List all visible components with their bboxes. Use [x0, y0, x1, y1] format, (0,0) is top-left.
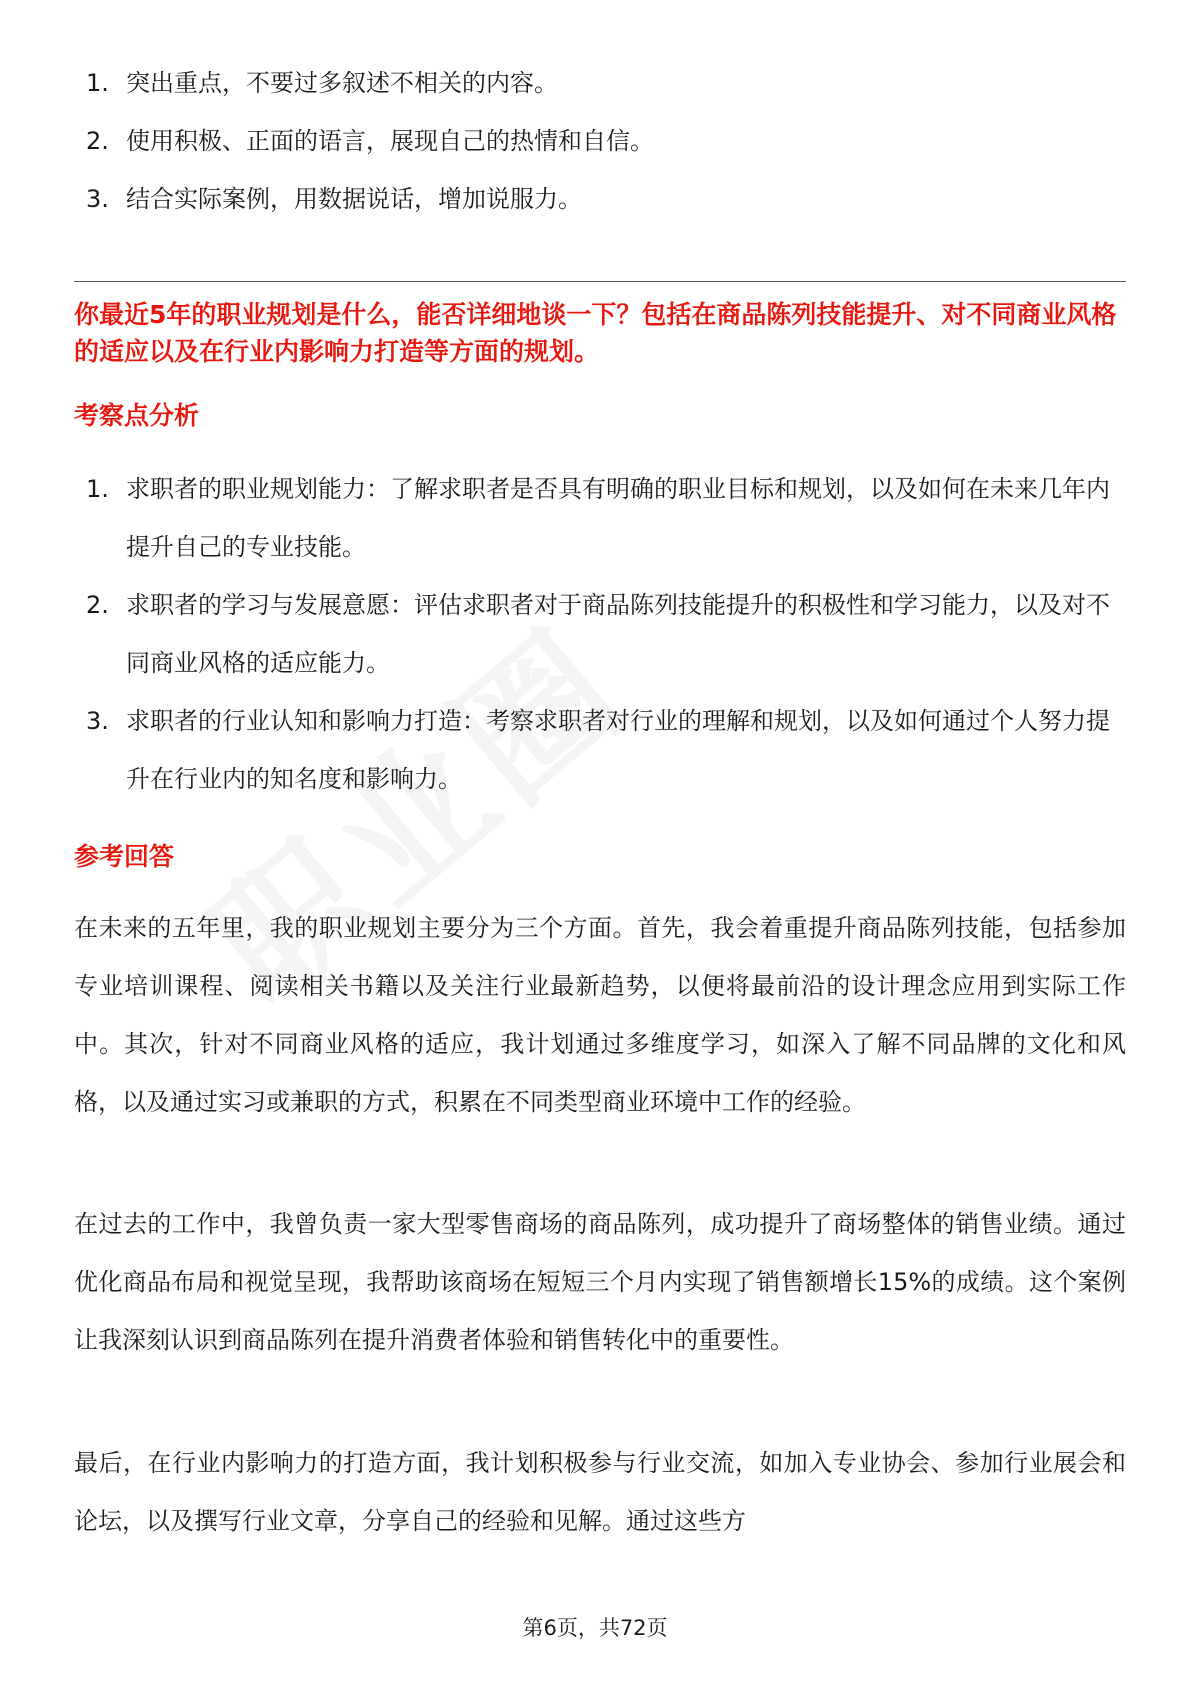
list-item — [74, 692, 1124, 808]
list-text: 求职者的学习与发展意愿：评估求职者对于商品陈列技能提升的积极性和学习能力，以及对不同商业风格的适应能力。 — [126, 591, 1110, 677]
list-number: 1. — [86, 475, 109, 503]
answer-paragraph: 最后，在行业内影响力的打造方面，我计划积极参与行业交流，如加入专业协会、参加行业展会和论坛，以及撰写行业文章，分享自己的经验和见解。通过这些方 — [74, 1449, 1126, 1535]
list-number: 3. — [86, 707, 109, 735]
list-item — [74, 576, 1124, 692]
list-number: 2. — [86, 127, 109, 155]
answer-paragraph: 在过去的工作中，我曾负责一家大型零售商场的商品陈列，成功提升了商场整体的销售业绩。通过优化商品布局和视觉呈现，我帮助该商场在短短三个月内实现了销售额增长15%的成绩。这个案例让我深刻认识到商品陈列在提升消费者体验和销售转化中的重要性。 — [74, 1210, 1126, 1354]
answer-heading: 参考回答 — [74, 842, 175, 871]
list-number: 3. — [86, 185, 109, 213]
list-item — [74, 54, 1124, 112]
list-text: 求职者的职业规划能力：了解求职者是否具有明确的职业目标和规划，以及如何在未来几年内提升自己的专业技能。 — [126, 475, 1110, 561]
section-divider — [74, 281, 1126, 282]
list-number: 2. — [86, 591, 109, 619]
list-text: 突出重点，不要过多叙述不相关的内容。 — [126, 69, 558, 97]
analysis-list — [74, 460, 1124, 808]
list-text: 求职者的行业认知和影响力打造：考察求职者对行业的理解和规划，以及如何通过个人努力提升在行业内的知名度和影响力。 — [126, 707, 1110, 793]
page-footer: 第6页，共72页 — [522, 1616, 668, 1640]
list-item — [74, 112, 1124, 170]
question-title: 你最近5年的职业规划是什么，能否详细地谈一下？包括在商品陈列技能提升、对不同商业风格的适应以及在行业内影响力打造等方面的规划。 — [74, 300, 1117, 366]
list-number: 1. — [86, 69, 109, 97]
list-text: 使用积极、正面的语言，展现自己的热情和自信。 — [126, 127, 654, 155]
list-item — [74, 170, 1124, 228]
analysis-heading: 考察点分析 — [74, 401, 200, 430]
list-item — [74, 460, 1124, 576]
tips-list — [74, 54, 1124, 228]
list-text: 结合实际案例，用数据说话，增加说服力。 — [126, 185, 582, 213]
answer-paragraph: 在未来的五年里，我的职业规划主要分为三个方面。首先，我会着重提升商品陈列技能，包括参加专业培训课程、阅读相关书籍以及关注行业最新趋势，以便将最前沿的设计理念应用到实际工作中。其次，针对不同商业风格的适应，我计划通过多维度学习，如深入了解不同品牌的文化和风格，以及通过实习或兼职的方式，积累在不同类型商业环境中工作的经验。 — [74, 914, 1126, 1116]
